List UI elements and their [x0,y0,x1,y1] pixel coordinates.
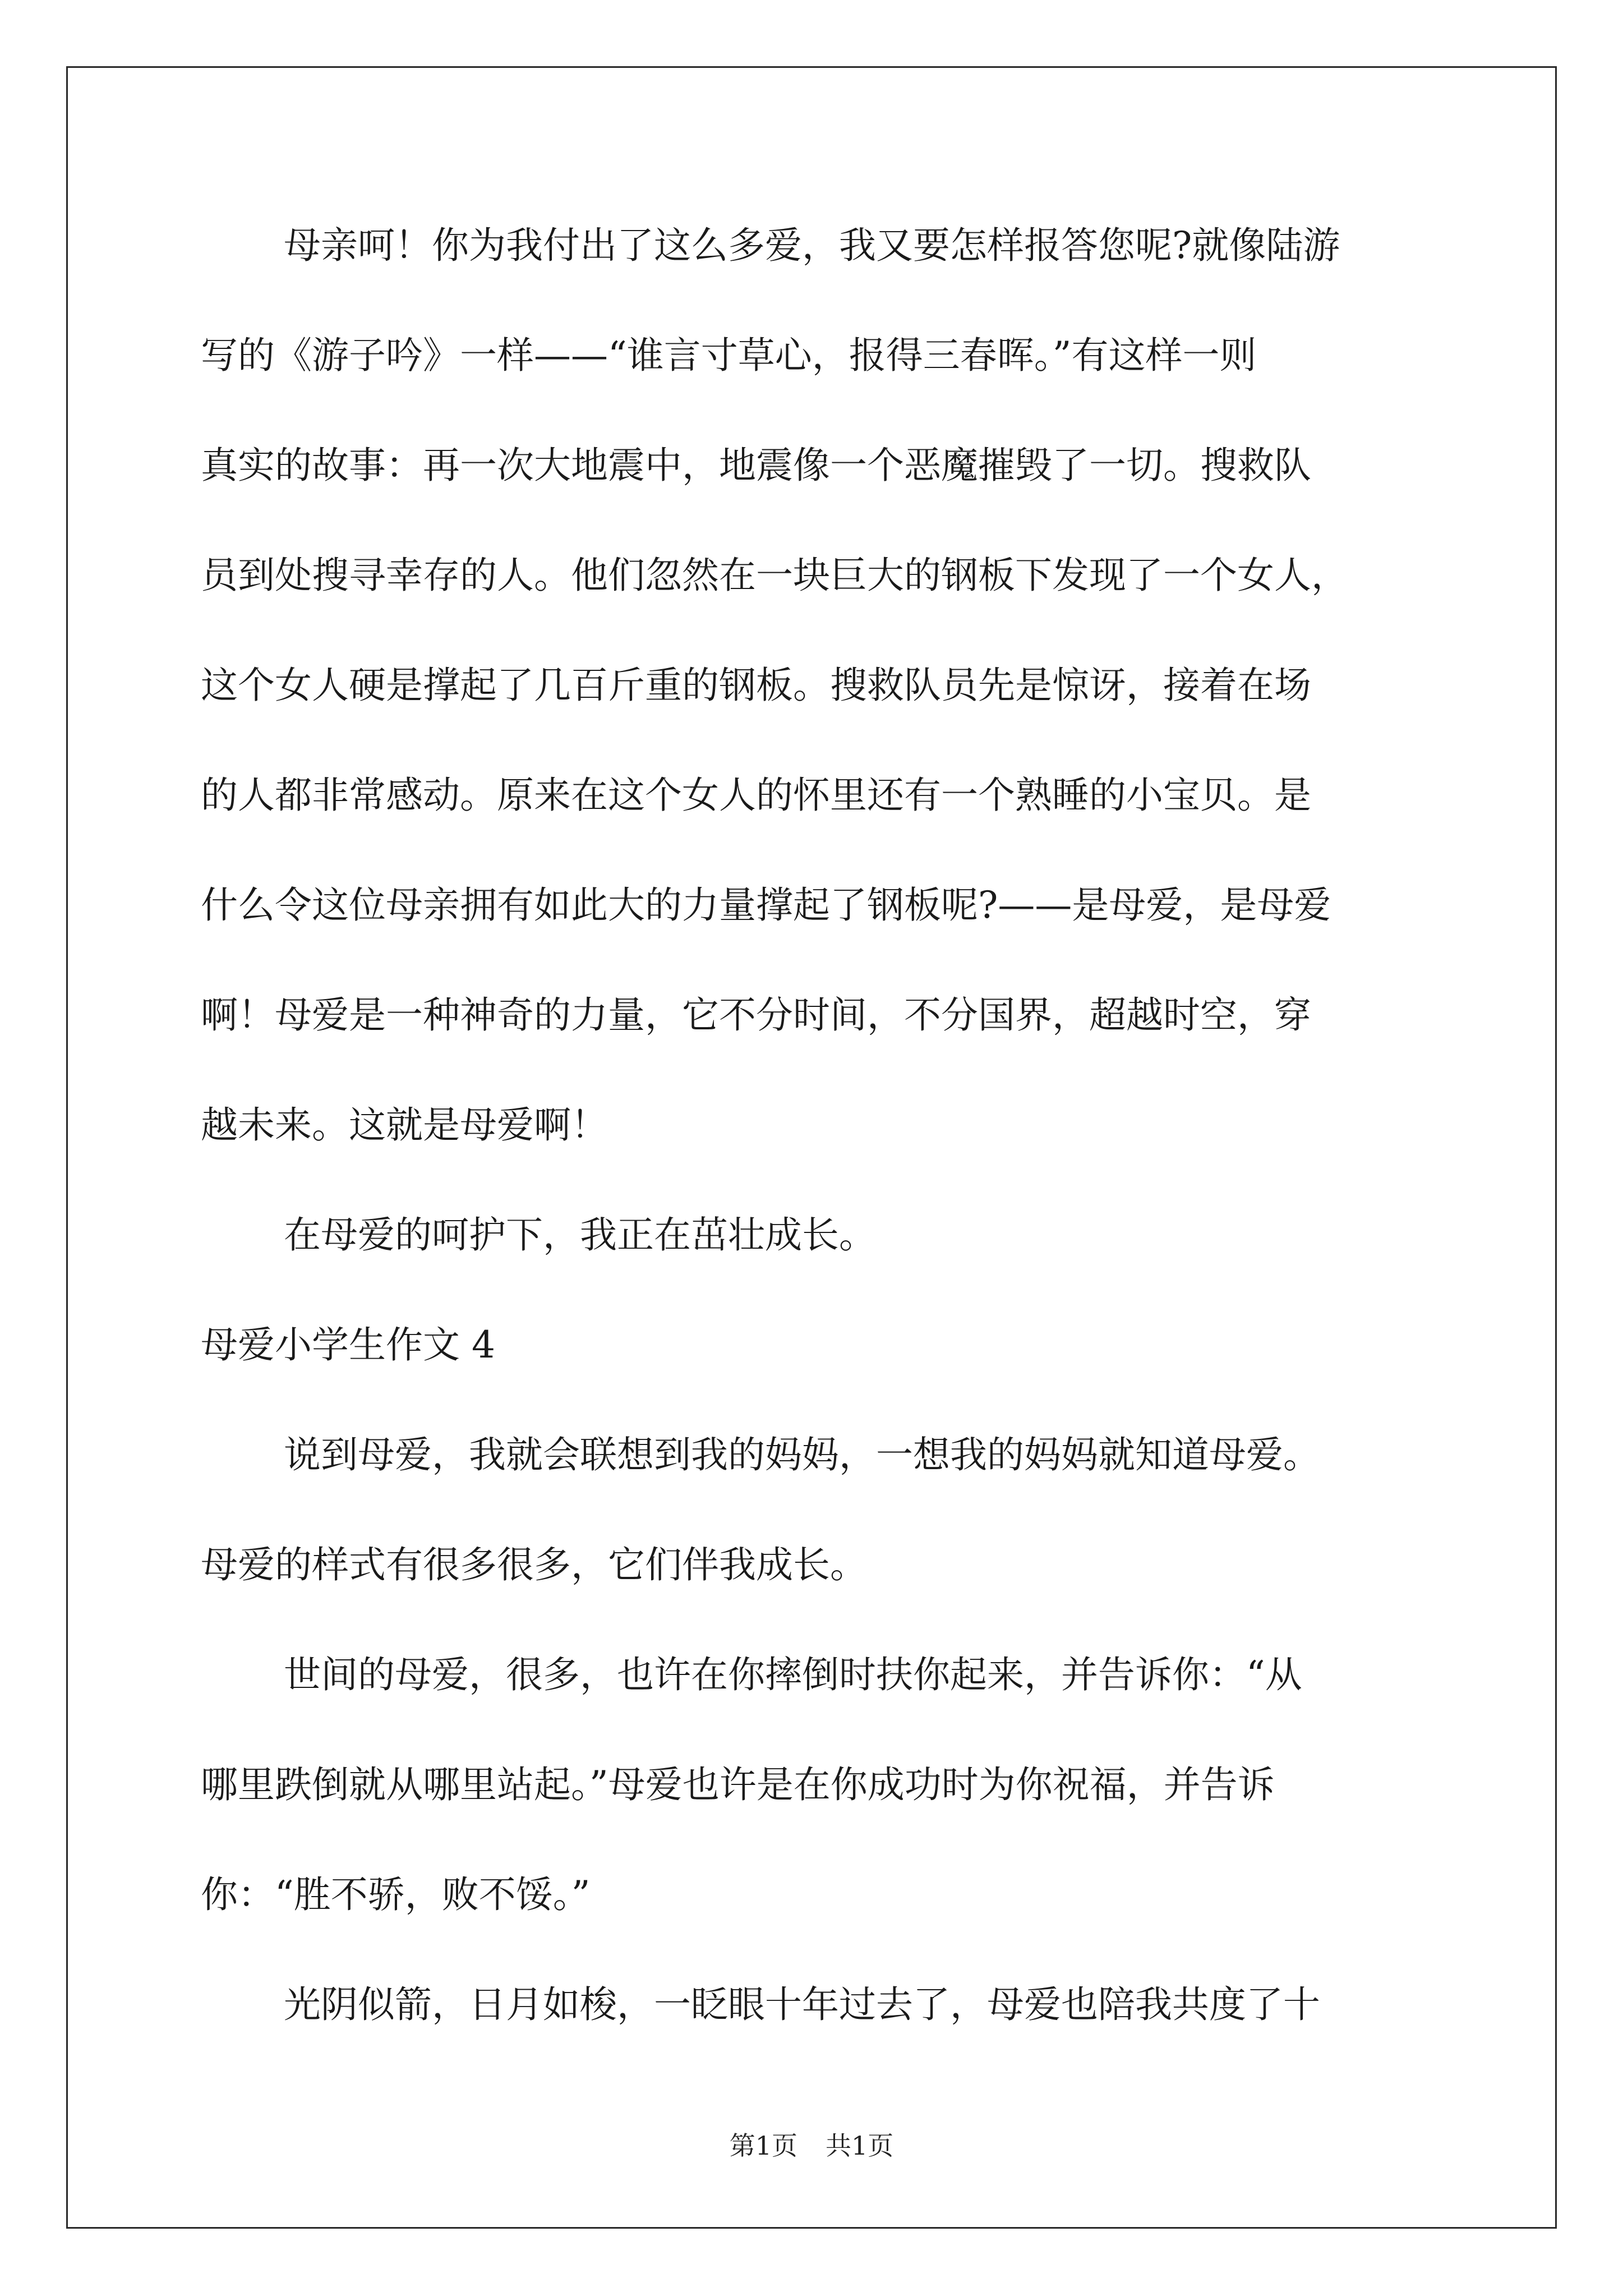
paragraph-line: 真实的故事：再一次大地震中，地震像一个恶魔摧毁了一切。搜救队 [201,444,1311,487]
paragraph-line: 什么令这位母亲拥有如此大的力量撑起了钢板呢?——是母爱，是母爱 [201,884,1331,927]
page-footer [0,2129,1623,2162]
paragraph-line: 的人都非常感动。原来在这个女人的怀里还有一个熟睡的小宝贝。是 [201,774,1311,817]
page-number: 第1页 [729,2131,797,2161]
paragraph-line: 这个女人硬是撑起了几百斤重的钢板。搜救队员先是惊讶，接着在场 [201,664,1311,707]
paragraph-line: 哪里跌倒就从哪里站起。”母爱也许是在你成功时为你祝福，并告诉 [201,1763,1275,1806]
paragraph-line: 在母爱的呵护下，我正在茁壮成长。 [284,1213,876,1257]
page-total: 共1页 [826,2131,894,2161]
document-body [201,191,1429,2060]
paragraph-line: 写的《游子吟》一样——“谁言寸草心，报得三春晖。”有这样一则 [201,334,1257,377]
paragraph-line: 员到处搜寻幸存的人。他们忽然在一块巨大的钢板下发现了一个女人， [201,554,1348,597]
paragraph-line: 说到母爱，我就会联想到我的妈妈，一想我的妈妈就知道母爱。 [284,1433,1320,1476]
paragraph-line: 母亲呵！你为我付出了这么多爱，我又要怎样报答您呢?就像陆游 [284,224,1340,267]
paragraph-line: 光阴似箭，日月如梭，一眨眼十年过去了，母爱也陪我共度了十 [284,1983,1320,2026]
paragraph-line: 你：“胜不骄，败不馁。” [201,1873,591,1916]
paragraph-line: 啊！母爱是一种神奇的力量，它不分时间，不分国界，超越时空，穿 [201,993,1311,1037]
paragraph-line: 母爱的样式有很多很多，它们伴我成长。 [201,1543,867,1586]
paragraph-line: 越未来。这就是母爱啊！ [201,1103,608,1147]
section-heading: 母爱小学生作文 4 [201,1323,495,1366]
paragraph-line: 世间的母爱，很多，也许在你摔倒时扶你起来，并告诉你：“从 [284,1653,1302,1696]
